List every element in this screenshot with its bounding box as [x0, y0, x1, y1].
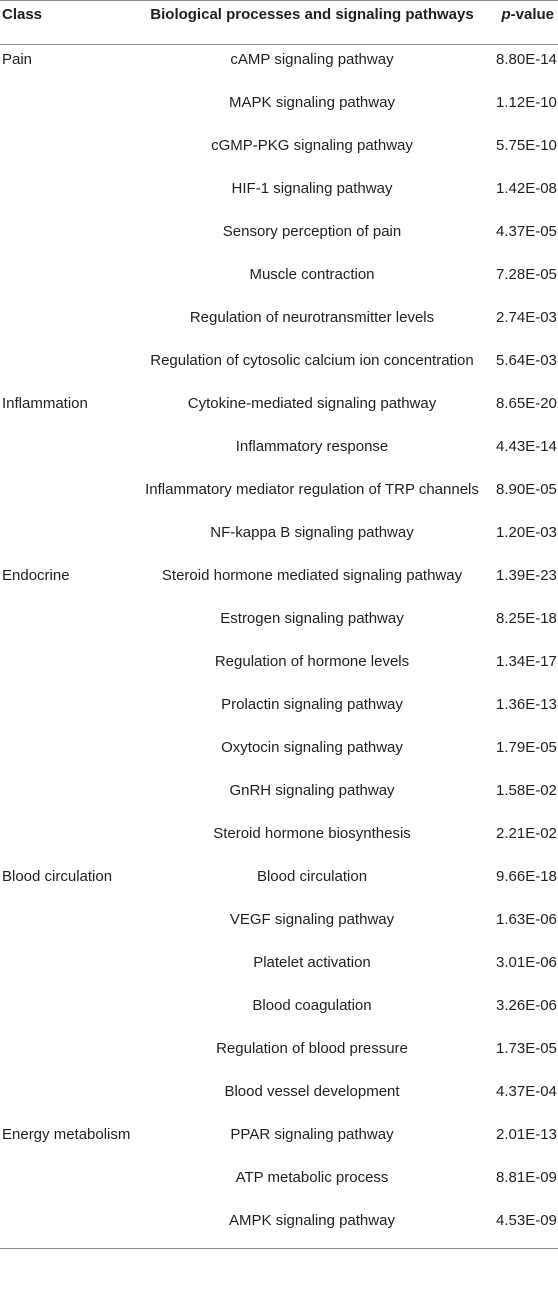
row-pvalue-cell: 1.42E-08: [496, 179, 557, 197]
row-class-cell: [0, 1206, 136, 1249]
table-row: [0, 690, 558, 733]
row-class-cell: [0, 1077, 136, 1120]
row-pvalue-cell: 2.74E-03: [496, 308, 557, 326]
row-class-cell: [0, 647, 136, 690]
row-class-cell: [0, 905, 136, 948]
row-process-cell: NF-kappa B signaling pathway: [210, 523, 414, 541]
row-pvalue-cell: 1.63E-06: [496, 910, 557, 928]
table-row: [0, 518, 558, 561]
row-process-cell: Steroid hormone biosynthesis: [213, 824, 411, 842]
table-row: [0, 991, 558, 1034]
table-row: [0, 475, 558, 518]
row-process-cell: GnRH signaling pathway: [229, 781, 395, 799]
table-body: [0, 45, 558, 1249]
row-pvalue-cell: 4.53E-09: [488, 1206, 558, 1249]
row-pvalue-cell: 7.28E-05: [496, 265, 557, 283]
row-pvalue-cell: 8.25E-18: [496, 609, 557, 627]
row-pvalue-cell: 4.37E-05: [496, 222, 557, 240]
row-process-cell: MAPK signaling pathway: [229, 93, 395, 111]
row-process-cell: Blood circulation: [256, 867, 368, 885]
row-class-cell: [0, 948, 136, 991]
row-pvalue-cell: 8.81E-09: [496, 1168, 557, 1186]
row-class-cell: [0, 604, 136, 647]
row-class-cell: [0, 733, 136, 776]
row-class-cell: [0, 819, 136, 862]
table-row: [0, 346, 558, 389]
header-pvalue-suffix: -value: [510, 6, 554, 23]
header-pvalue-prefix: p: [501, 6, 511, 23]
row-process-cell: Estrogen signaling pathway: [220, 609, 404, 627]
row-process-cell: Steroid hormone mediated signaling pathway: [161, 566, 463, 584]
row-process-cell: Blood coagulation: [252, 996, 372, 1014]
row-process-cell: Regulation of blood pressure: [216, 1039, 408, 1057]
row-process-cell: HIF-1 signaling pathway: [231, 179, 393, 197]
row-class-cell: Blood circulation: [2, 867, 113, 885]
row-process-cell: Platelet activation: [253, 953, 371, 971]
table-row: [0, 303, 558, 346]
table-header: [0, 1, 558, 45]
table-row: [0, 948, 558, 991]
row-pvalue-cell: 1.36E-13: [496, 695, 557, 713]
row-class-cell: [0, 991, 136, 1034]
table-row: [0, 561, 558, 604]
table-row: [0, 647, 558, 690]
row-process-cell: Inflammatory response: [235, 437, 389, 455]
table-row: [0, 217, 558, 260]
row-class-cell: [0, 776, 136, 819]
row-class-cell: [0, 346, 136, 389]
row-pvalue-cell: 4.43E-14: [496, 437, 557, 455]
row-process-cell: Muscle contraction: [249, 265, 375, 283]
table-row: [0, 260, 558, 303]
row-pvalue-cell: 2.01E-13: [496, 1125, 557, 1143]
table-row: [0, 604, 558, 647]
table-row: [0, 131, 558, 174]
row-class-cell: [0, 1163, 136, 1206]
row-process-cell: Regulation of cytosolic calcium ion concentration: [150, 351, 474, 369]
table-row: [0, 1034, 558, 1077]
header-pvalue: [488, 1, 558, 45]
row-pvalue-cell: 1.58E-02: [496, 781, 557, 799]
row-class-cell: [0, 475, 136, 518]
row-class-cell: Pain: [2, 51, 33, 68]
table-row: [0, 1206, 558, 1249]
row-pvalue-cell: 8.90E-05: [496, 480, 557, 498]
row-process-cell: cAMP signaling pathway: [230, 51, 394, 68]
header-row: [0, 1, 558, 45]
header-process: Biological processes and signaling pathways: [136, 1, 488, 45]
table-row: [0, 733, 558, 776]
row-process-cell: AMPK signaling pathway: [136, 1206, 488, 1249]
row-pvalue-cell: 4.37E-04: [496, 1082, 557, 1100]
row-process-cell: PPAR signaling pathway: [230, 1125, 394, 1143]
row-class-cell: [0, 88, 136, 131]
row-pvalue-cell: 2.21E-02: [496, 824, 557, 842]
row-process-cell: Oxytocin signaling pathway: [221, 738, 403, 756]
row-class-cell: [0, 690, 136, 733]
table-row: [0, 776, 558, 819]
row-pvalue-cell: 5.75E-10: [496, 136, 557, 154]
row-class-cell: [0, 518, 136, 561]
row-class-cell: [0, 432, 136, 475]
row-class-cell: [0, 1034, 136, 1077]
table-row: [0, 819, 558, 862]
row-class-cell: Endocrine: [2, 566, 70, 584]
row-class-cell: [0, 260, 136, 303]
row-pvalue-cell: 1.39E-23: [496, 566, 557, 584]
row-process-cell: Inflammatory mediator regulation of TRP channels: [145, 480, 479, 498]
table-row: [0, 389, 558, 432]
table-row: [0, 45, 558, 88]
row-pvalue-cell: 3.26E-06: [496, 996, 557, 1014]
table-row: [0, 905, 558, 948]
row-pvalue-cell: 1.73E-05: [496, 1039, 557, 1057]
row-class-cell: [0, 303, 136, 346]
table-row: [0, 862, 558, 905]
table-row: [0, 1120, 558, 1163]
row-process-cell: Regulation of neurotransmitter levels: [189, 308, 435, 326]
row-process-cell: ATP metabolic process: [235, 1168, 389, 1186]
row-pvalue-cell: 9.66E-18: [496, 867, 557, 885]
row-pvalue-cell: 1.34E-17: [496, 652, 557, 670]
row-process-cell: cGMP-PKG signaling pathway: [211, 136, 413, 154]
table-row: [0, 174, 558, 217]
row-pvalue-cell: 8.65E-20: [496, 394, 557, 412]
row-class-cell: [0, 217, 136, 260]
table-row: [0, 1077, 558, 1120]
row-class-cell: Energy metabolism: [2, 1125, 131, 1143]
header-class: Class: [0, 1, 136, 45]
table-row: [0, 1163, 558, 1206]
row-pvalue-cell: 5.64E-03: [496, 351, 557, 369]
row-process-cell: Regulation of hormone levels: [214, 652, 410, 670]
row-process-cell: Cytokine-mediated signaling pathway: [187, 394, 437, 412]
row-pvalue-cell: 1.20E-03: [496, 523, 557, 541]
row-pvalue-cell: 1.79E-05: [496, 738, 557, 756]
row-process-cell: VEGF signaling pathway: [229, 910, 395, 928]
row-class-cell: [0, 174, 136, 217]
row-pvalue-cell: 8.80E-14: [496, 51, 557, 68]
row-pvalue-cell: 1.12E-10: [496, 93, 557, 111]
table-row: [0, 88, 558, 131]
row-process-cell: Sensory perception of pain: [222, 222, 402, 240]
row-pvalue-cell: 3.01E-06: [496, 953, 557, 971]
row-process-cell: Blood vessel development: [224, 1082, 400, 1100]
row-class-cell: Inflammation: [2, 394, 88, 412]
row-class-cell: [0, 131, 136, 174]
row-process-cell: Prolactin signaling pathway: [221, 695, 403, 713]
table-row: [0, 432, 558, 475]
